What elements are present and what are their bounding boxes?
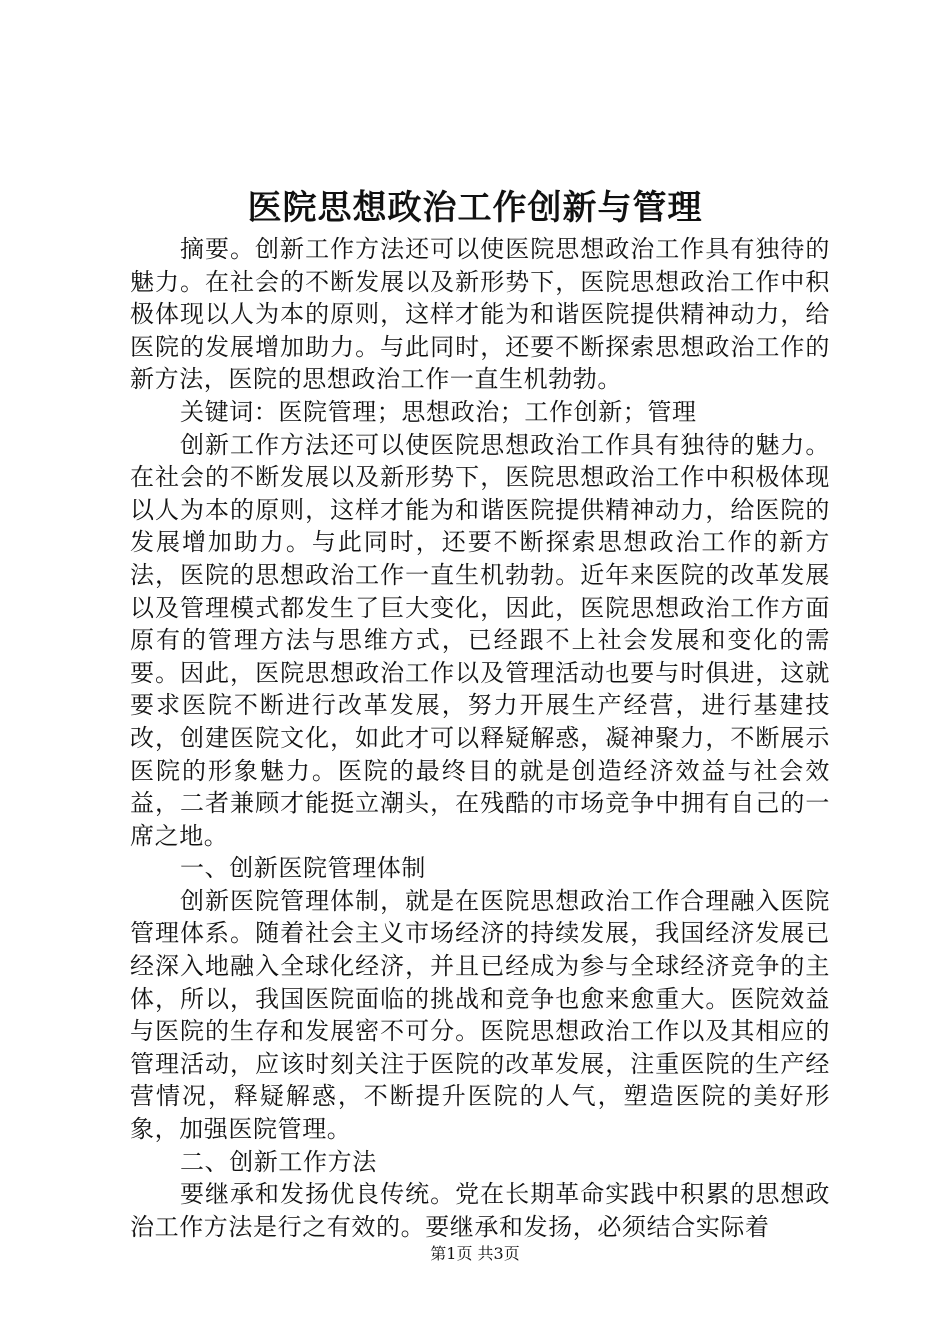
keywords-line: 关键词：医院管理；思想政治；工作创新；管理 [180,397,697,426]
section-1-heading: 一、创新医院管理体制 [180,854,426,883]
intro-paragraph: 创新工作方法还可以使医院思想政治工作具有独待的魅力。在社会的不断发展以及新形势下，医院思想政治工作中积极体现以人为本的原则，这样才能为和谐医院提供精神动力，给医院的发展增加助力。与此同时，还要不断探索思想政治工作的新方法，医院的思想政治工作一直生机勃勃。近年来医院的改革发展以及管理模式都发生了巨大变化，因此，医院思想政治工作方面原有的管理方法与思维方式，已经跟不上社会发展和变化的需要。因此，医院思想政治工作以及管理活动也要与时俱进，这就要求医院不断进行改革发展，努力开展生产经营，进行基建技改，创建医院文化，如此才可以释疑解惑，凝神聚力，不断展示医院的形象魅力。医院的最终目的就是创造经济效益与社会效益，二者兼顾才能挺立潮头，在残酷的市场竞争中拥有自己的一席之地。 [130,430,830,850]
section-2-paragraph: 要继承和发扬优良传统。党在长期革命实践中积累的思想政治工作方法是行之有效的。要继承和发扬，必须结合实际着 [130,1180,830,1241]
page-number-footer: 第1页 共3页 [430,1244,520,1263]
document-title: 医院思想政治工作创新与管理 [247,188,703,228]
section-1-paragraph: 创新医院管理体制，就是在医院思想政治工作合理融入医院管理体系。随着社会主义市场经济的持续发展，我国经济发展已经深入地融入全球化经济，并且已经成为参与全球经济竞争的主体，所以，我国医院面临的挑战和竞争也愈来愈重大。医院效益与医院的生存和发展密不可分。医院思想政治工作以及其相应的管理活动，应该时刻关注于医院的改革发展，注重医院的生产经营情况，释疑解惑，不断提升医院的人气，塑造医院的美好形象，加强医院管理。 [130,886,830,1144]
abstract-paragraph: 摘要。创新工作方法还可以使医院思想政治工作具有独待的魅力。在社会的不断发展以及新形势下，医院思想政治工作中积极体现以人为本的原则，这样才能为和谐医院提供精神动力，给医院的发展增加助力。与此同时，还要不断探索思想政治工作的新方法，医院的思想政治工作一直生机勃勃。 [130,235,830,394]
section-2-heading: 二、创新工作方法 [180,1147,377,1176]
document-body [130,233,830,1243]
